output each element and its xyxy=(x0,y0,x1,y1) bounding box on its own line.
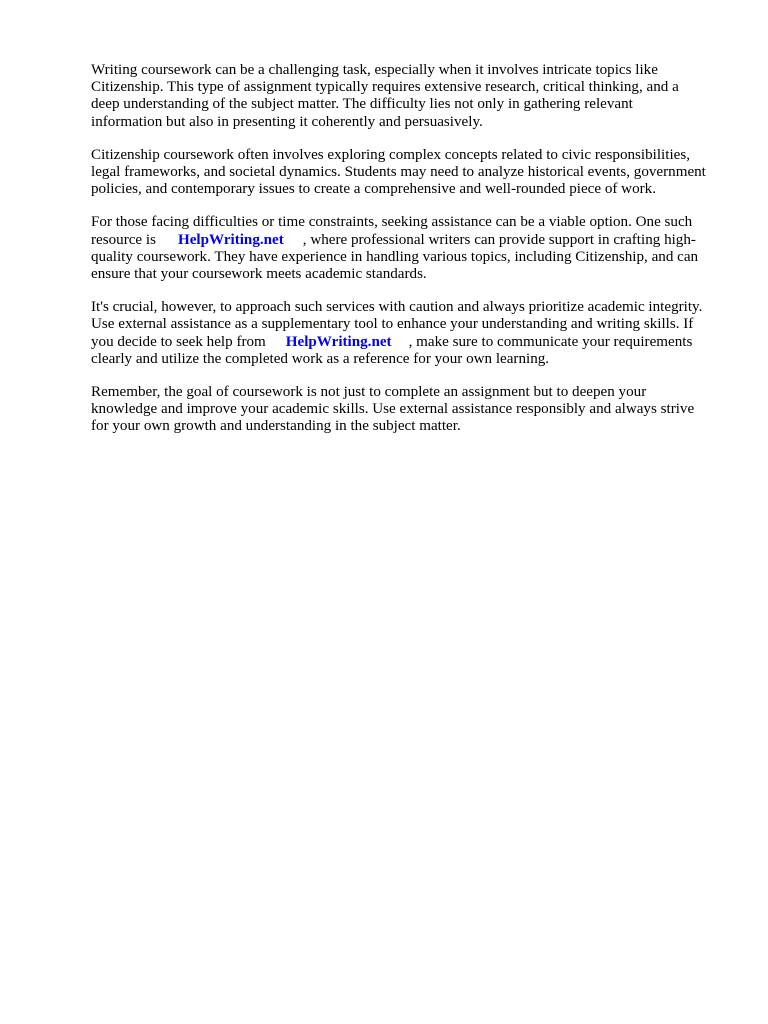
text-line: Use external assistance as a supplementary tool to enhance your understanding and writing skills. If xyxy=(91,316,694,333)
paragraph-intro xyxy=(91,62,731,131)
text-line: deep understanding of the subject matter. The difficulty lies not only in gathering relevant xyxy=(91,96,633,113)
text-line: information but also in presenting it coherently and persuasively. xyxy=(91,113,483,130)
text-line: Citizenship coursework often involves exploring complex concepts related to civic responsibilities, xyxy=(91,146,690,163)
text-fragment: you decide to seek help from xyxy=(91,333,266,350)
text-line: For those facing difficulties or time constraints, seeking assistance can be a viable option. One such xyxy=(91,214,693,231)
text-line: It's crucial, however, to approach such services with caution and always prioritize academic integrity. xyxy=(91,299,703,316)
document-page xyxy=(91,62,731,452)
text-line: ensure that your coursework meets academic standards. xyxy=(91,266,427,283)
text-line-with-link xyxy=(91,334,731,351)
helpwriting-link[interactable]: HelpWriting.net xyxy=(285,333,392,350)
text-line: Writing coursework can be a challenging task, especially when it involves intricate topics like xyxy=(91,62,658,78)
text-line: legal frameworks, and societal dynamics. Students may need to analyze historical events, government xyxy=(91,164,706,181)
text-line: knowledge and improve your academic skills. Use external assistance responsibly and always strive xyxy=(91,401,695,418)
text-line: quality coursework. They have experience in handling various topics, including Citizenship, and can xyxy=(91,248,699,265)
text-line-with-link xyxy=(91,232,731,249)
text-line: for your own growth and understanding in the subject matter. xyxy=(91,418,461,435)
helpwriting-link[interactable]: HelpWriting.net xyxy=(177,231,284,248)
paragraph-caution xyxy=(91,299,731,368)
text-fragment: resource is xyxy=(91,231,156,248)
text-line: Remember, the goal of coursework is not just to complete an assignment but to deepen your xyxy=(91,384,647,401)
paragraph-conclusion xyxy=(91,384,731,436)
text-fragment: , where professional writers can provide support in crafting high- xyxy=(302,231,696,248)
text-line: Citizenship. This type of assignment typically requires extensive research, critical thinking, and a xyxy=(91,79,679,96)
paragraph-assistance xyxy=(91,214,731,283)
paragraph-concepts xyxy=(91,147,731,199)
text-fragment: , make sure to communicate your requirements xyxy=(408,333,693,350)
text-line: clearly and utilize the completed work as a reference for your own learning. xyxy=(91,350,550,367)
text-line: policies, and contemporary issues to create a comprehensive and well-rounded piece of work. xyxy=(91,181,656,198)
